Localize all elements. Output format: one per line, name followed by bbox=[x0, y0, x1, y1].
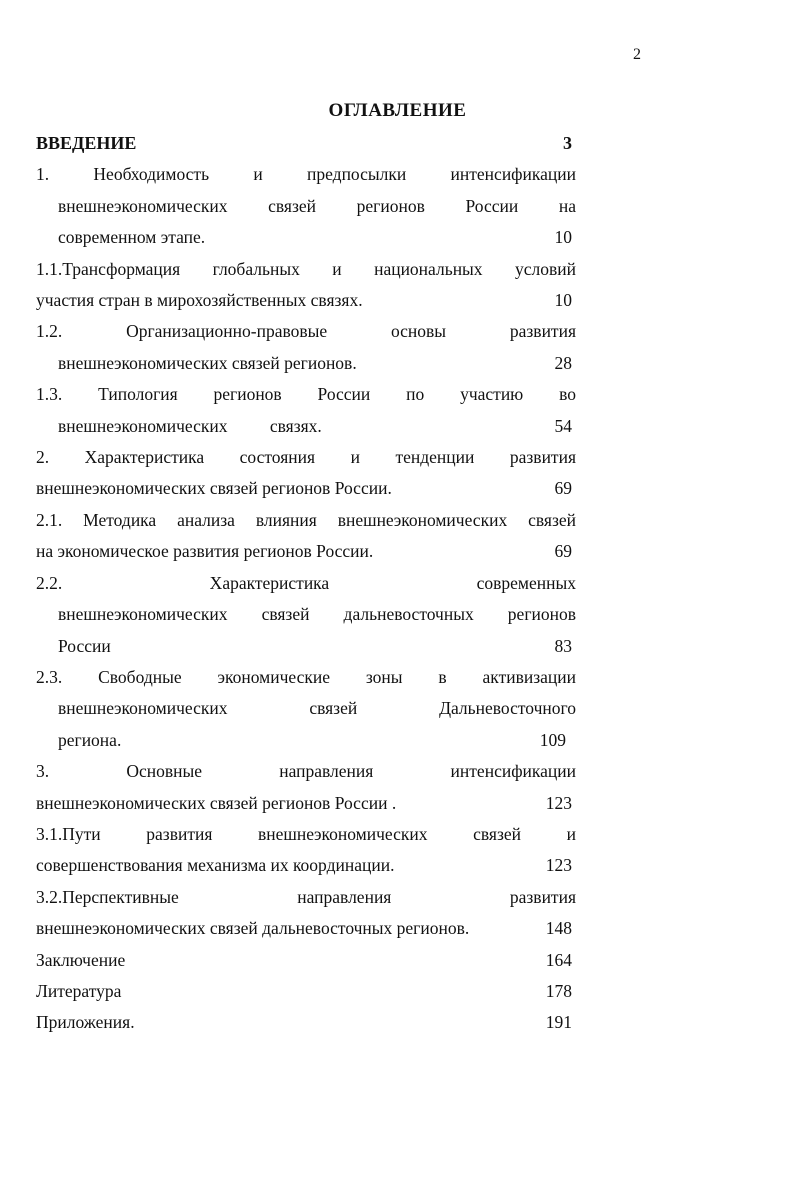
toc-entry-page: 54 bbox=[554, 415, 572, 436]
toc-entry-title: ВВЕДЕНИЕ bbox=[36, 133, 137, 153]
toc-entry-section-1-2 bbox=[36, 316, 576, 379]
toc-entry-line: 3.1.Пути развития внешнеэкономических связей и bbox=[36, 823, 576, 844]
toc-entry-chapter-1 bbox=[36, 159, 576, 253]
toc-entry-line: внешнеэкономических связей дальневосточных регионов bbox=[58, 604, 576, 625]
toc-entry-line: внешнеэкономических связях. bbox=[58, 415, 322, 436]
toc-entry-page: 178 bbox=[545, 980, 572, 1001]
toc-entry-line: на экономическое развития регионов России. bbox=[36, 541, 374, 562]
toc-entry-page: 10 bbox=[554, 227, 572, 248]
toc-entry-chapter-3 bbox=[36, 756, 576, 819]
toc-entry-section-1-1 bbox=[36, 254, 576, 317]
toc-entry-page: 164 bbox=[545, 949, 572, 970]
toc-entry-line: внешнеэкономических связей регионов России на bbox=[58, 195, 576, 216]
toc-entry-section-2-3 bbox=[36, 662, 576, 756]
toc-entry-page: 69 bbox=[554, 541, 572, 562]
toc-entry-appendices bbox=[36, 1007, 576, 1038]
toc-entry-line: 2.3. Свободные экономические зоны в активизации bbox=[36, 666, 576, 687]
toc-entry-line: 1.1.Трансформация глобальных и национальных условий bbox=[36, 258, 576, 279]
table-of-contents bbox=[36, 128, 576, 1039]
toc-entry-line: 2.1. Методика анализа влияния внешнеэкономических связей bbox=[36, 509, 576, 530]
toc-entry-line: 1. Необходимость и предпосылки интенсификации bbox=[36, 164, 576, 185]
toc-entry-page: 83 bbox=[554, 635, 572, 656]
toc-entry-chapter-2 bbox=[36, 442, 576, 505]
toc-entry-line: 3. Основные направления интенсификации bbox=[36, 761, 576, 782]
toc-entry-line: 1.3. Типология регионов России по участию во bbox=[36, 384, 576, 405]
toc-entry-line: 2. Характеристика состояния и тенденции развития bbox=[36, 447, 576, 468]
toc-entry-line: региона. bbox=[58, 729, 122, 750]
toc-entry-section-3-2 bbox=[36, 882, 576, 945]
page-number: 2 bbox=[633, 46, 641, 63]
toc-entry-page: 69 bbox=[554, 478, 572, 499]
toc-entry-page: 28 bbox=[554, 352, 572, 373]
toc-entry-section-3-1 bbox=[36, 819, 576, 882]
toc-entry-line: России bbox=[58, 635, 111, 656]
toc-entry-line: внешнеэкономических связей регионов России. bbox=[36, 478, 392, 499]
toc-entry-line: современном этапе. bbox=[58, 227, 206, 248]
toc-entry-title: Литература bbox=[36, 980, 122, 1001]
toc-entry-line: внешнеэкономических связей регионов России . bbox=[36, 792, 397, 813]
toc-entry-title: Приложения. bbox=[36, 1012, 135, 1033]
toc-entry-line: участия стран в мирохозяйственных связях. bbox=[36, 290, 363, 311]
toc-entry-line: внешнеэкономических связей Дальневосточного bbox=[58, 698, 576, 719]
toc-entry-page: 148 bbox=[545, 918, 572, 939]
toc-entry-page: 123 bbox=[545, 792, 572, 813]
toc-entry-page: 109 bbox=[539, 729, 566, 750]
toc-entry-line: 3.2.Перспективные направления развития bbox=[36, 886, 576, 907]
page-title: ОГЛАВЛЕНИЕ bbox=[328, 100, 467, 121]
toc-entry-line: совершенствования механизма их координации. bbox=[36, 855, 395, 876]
toc-entry-line: внешнеэкономических связей дальневосточных регионов. bbox=[36, 918, 470, 939]
toc-entry-line: внешнеэкономических связей регионов. bbox=[58, 352, 357, 373]
toc-entry-page: 123 bbox=[545, 855, 572, 876]
toc-entry-line: 1.2. Организационно-правовые основы развития bbox=[36, 321, 576, 342]
toc-entry-section-1-3 bbox=[36, 379, 576, 442]
toc-entry-literature bbox=[36, 976, 576, 1007]
toc-entry-page: 191 bbox=[545, 1012, 572, 1033]
toc-entry-title: Заключение bbox=[36, 949, 126, 970]
toc-entry-section-2-2 bbox=[36, 568, 576, 662]
toc-entry-page: 10 bbox=[554, 290, 572, 311]
toc-entry-page: 3 bbox=[563, 133, 572, 153]
toc-entry-section-2-1 bbox=[36, 505, 576, 568]
toc-entry-conclusion bbox=[36, 945, 576, 976]
toc-entry-line: 2.2. Характеристика современных bbox=[36, 572, 576, 593]
toc-entry-introduction bbox=[36, 128, 576, 159]
